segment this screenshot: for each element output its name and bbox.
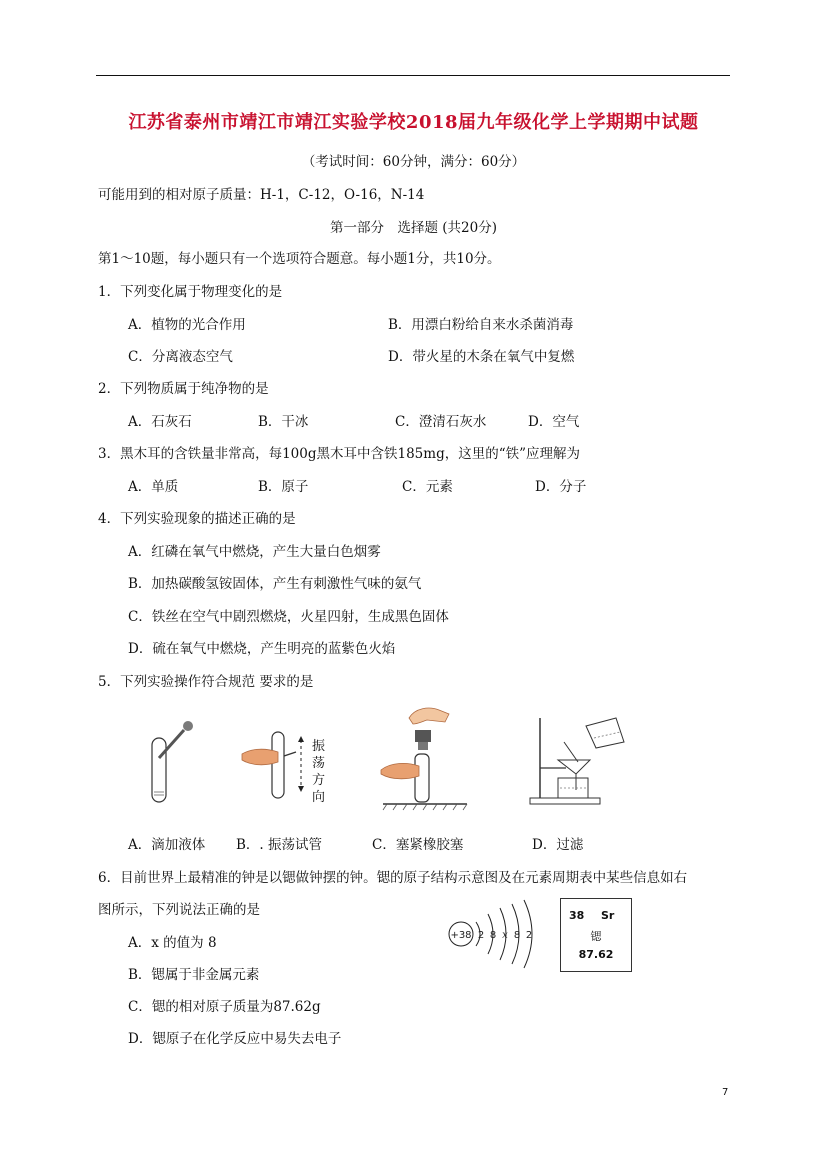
question-4-stem: 4．下列实验现象的描述正确的是: [98, 511, 296, 527]
atom-shell-3: x: [502, 930, 508, 941]
question-3-option-c: C．元素: [402, 479, 453, 495]
question-2-stem: 2．下列物质属于纯净物的是: [98, 381, 269, 397]
question-5-option-b: B．. 振荡试管: [236, 837, 323, 853]
question-3-option-b: B．原子: [258, 479, 309, 495]
exam-title: 江苏省泰州市靖江市靖江实验学校2018届九年级化学上学期期中试题: [128, 112, 699, 133]
question-6-option-c: C．锶的相对原子质量为87.62g: [128, 999, 321, 1015]
strontium-element-cell: [560, 898, 632, 972]
element-name: 锶: [590, 930, 602, 943]
header-rule: [96, 75, 730, 76]
question-3-option-d: D．分子: [535, 479, 587, 495]
question-6-option-b: B．锶属于非金属元素: [128, 967, 260, 983]
element-atomic-number: 38: [569, 909, 585, 922]
question-4-option-c: C．铁丝在空气中剧烈燃烧，火星四射，生成黑色固体: [128, 609, 449, 625]
shake-direction-char-2: 荡: [312, 756, 326, 771]
figure-shaking-tube: [238, 718, 314, 810]
question-2-option-c: C．澄清石灰水: [395, 414, 487, 430]
shake-direction-char-1: 振: [312, 739, 326, 754]
exam-info: （考试时间：60分钟，满分：60分）: [301, 154, 526, 170]
question-5-option-d: D．过滤: [532, 837, 584, 853]
question-1-option-c: C．分离液态空气: [128, 349, 233, 365]
question-6-option-a: A．x 的值为 8: [128, 935, 217, 951]
figure-insert-stopper: [375, 700, 471, 812]
question-3-option-a: A．单质: [128, 479, 179, 495]
element-symbol: Sr: [601, 909, 615, 922]
question-2-option-d: D．空气: [528, 414, 580, 430]
shake-direction-char-3: 方: [312, 773, 326, 788]
atom-shell-2: 8: [489, 930, 497, 941]
page-number: 7: [722, 1087, 729, 1098]
question-4-option-a: A．红磷在氧气中燃烧，产生大量白色烟雾: [128, 544, 381, 560]
element-atomic-mass: 87.62: [578, 948, 614, 961]
question-5-option-a: A．滴加液体: [128, 837, 206, 853]
section-instructions: 第1～10题，每小题只有一个选项符合题意。每小题1分，共10分。: [98, 251, 501, 267]
question-2-option-b: B．干冰: [258, 414, 309, 430]
atom-shell-4: 8: [513, 930, 521, 941]
shake-direction-label: [312, 738, 328, 806]
question-1-stem: 1．下列变化属于物理变化的是: [98, 284, 283, 300]
question-5-option-c: C．塞紧橡胶塞: [372, 837, 464, 853]
question-2-option-a: A．石灰石: [128, 414, 192, 430]
question-4-option-b: B．加热碳酸氢铵固体，产生有刺激性气味的氨气: [128, 576, 422, 592]
question-3-stem: 3．黑木耳的含铁量非常高，每100g黑木耳中含铁185mg，这里的“铁”应理解为: [98, 446, 581, 462]
question-5-stem: 5．下列实验操作符合规范 要求的是: [98, 674, 314, 690]
question-1-option-a: A．植物的光合作用: [128, 317, 246, 333]
strontium-atom-diagram: [446, 896, 538, 970]
atom-shell-5: 2: [525, 930, 533, 941]
atomic-masses: 可能用到的相对原子质量：H-1，C-12，O-16，N-14: [98, 187, 425, 203]
shake-direction-char-4: 向: [312, 790, 326, 805]
atom-shell-1: 2: [477, 930, 485, 941]
question-6-stem-line-2: 图所示，下列说法正确的是: [98, 902, 260, 918]
question-4-option-d: D．硫在氧气中燃烧，产生明亮的蓝紫色火焰: [128, 641, 396, 657]
figure-dropping-liquid: [140, 718, 200, 810]
section-title: 第一部分 选择题 (共20分): [329, 220, 497, 236]
question-6-stem-line-1: 6．目前世界上最精准的钟是以锶做钟摆的钟。锶的原子结构示意图及在元素周期表中某些信息如右: [98, 870, 688, 886]
atom-nucleus-charge: +38: [450, 930, 472, 941]
question-6-option-d: D．锶原子在化学反应中易失去电子: [128, 1031, 342, 1047]
question-1-option-b: B．用漂白粉给自来水杀菌消毒: [388, 317, 574, 333]
question-1-option-d: D．带火星的木条在氧气中复燃: [388, 349, 575, 365]
figure-filtration: [528, 712, 628, 808]
